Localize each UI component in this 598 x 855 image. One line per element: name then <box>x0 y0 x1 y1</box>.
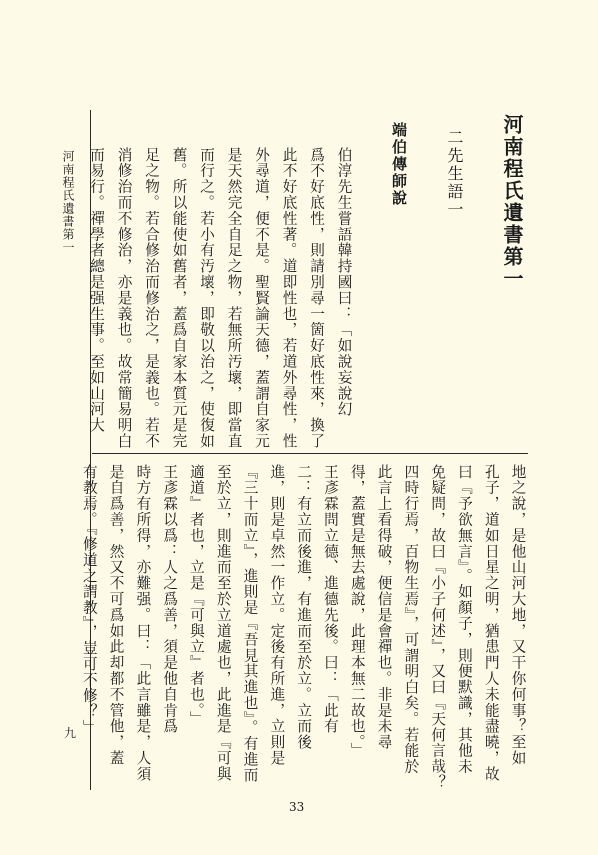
section-heading: 二先生語一 <box>445 129 464 219</box>
text-column: 舊。所以能使如舊者，蓋爲自家本質元是完 <box>170 147 188 450</box>
text-column: 時方有所得，亦難强。曰：「此言雖是，人須 <box>134 464 152 782</box>
text-column: 得，蓋實是無去處說，此理本無二故也。」 <box>348 464 366 759</box>
book-title: 河南程氏遺書第一 <box>500 114 524 290</box>
text-column: 是自爲善，然又不可爲如此却都不管他，蓋 <box>107 464 125 767</box>
text-column: 爲不好底性，則請別尋一箇好底性來，換了 <box>308 147 326 450</box>
subsection-heading: 端伯傳師說 <box>390 122 408 207</box>
text-column: 孔子，道如日星之明，猶患門人未能盡曉，故 <box>482 464 500 782</box>
text-column: 王彥霖問立德、進德先後。曰：「此有 <box>321 464 339 735</box>
text-column: 曰『予欲無言』。如顏子，則便默識，其他未 <box>455 464 473 775</box>
text-column: 二：有立而後進，有進而至於立。立而後 <box>295 464 313 751</box>
text-column: 此不好底性著。道即性也，若道外尋性，性 <box>280 147 298 450</box>
text-column: 伯淳先生嘗語韓持國曰：「如說妄說幻 <box>335 147 353 418</box>
text-column: 有教焉。『修道之謂教』，豈可不修？」 <box>80 464 98 736</box>
text-column: 王彥霖以爲：人之爲善，須是他自肯爲 <box>161 464 179 735</box>
text-column: 足之物。若合修治而修治之，是義也。若不 <box>143 147 161 450</box>
text-column: 進，則是卓然一作立。定後有所進，立則是 <box>268 464 286 767</box>
running-title: 河南程氏遺書第一 <box>61 150 75 254</box>
text-column: 外尋道，便不是。聖賢論天德，蓋謂自家元 <box>253 147 271 450</box>
text-column: 而行之。若小有汚壞，即敬以治之，使復如 <box>198 147 216 450</box>
text-column: 而易行。禪學者總是强生事。至如山河大 <box>88 147 106 434</box>
text-column: 適道』者也，立是『可與立』者也。」 <box>187 464 205 727</box>
page-number: 33 <box>289 800 305 814</box>
leaf-number: 九 <box>64 726 77 740</box>
text-column: 地之說，是他山河大地，又干你何事？至如 <box>509 464 527 767</box>
text-column: 四時行焉，百物生焉』，可謂明白矣。若能於 <box>402 464 420 775</box>
text-column: 『三十而立』，進則是『吾見其進也』。有進而 <box>241 464 259 784</box>
text-column: 消修治而不修治，亦是義也。故常簡易明白 <box>115 147 133 450</box>
text-column: 免疑問，故曰『小子何述』，又曰『天何言哉？ <box>429 464 447 791</box>
section-divider-line <box>92 453 528 454</box>
text-column: 至於立，則進而至於立道處也，此進是『可與 <box>214 464 232 782</box>
text-column: 是天然完全自足之物，若無所汚壞，即當直 <box>225 147 243 450</box>
text-column: 此言上看得破，便信是會禪也。非是未尋 <box>375 464 393 751</box>
